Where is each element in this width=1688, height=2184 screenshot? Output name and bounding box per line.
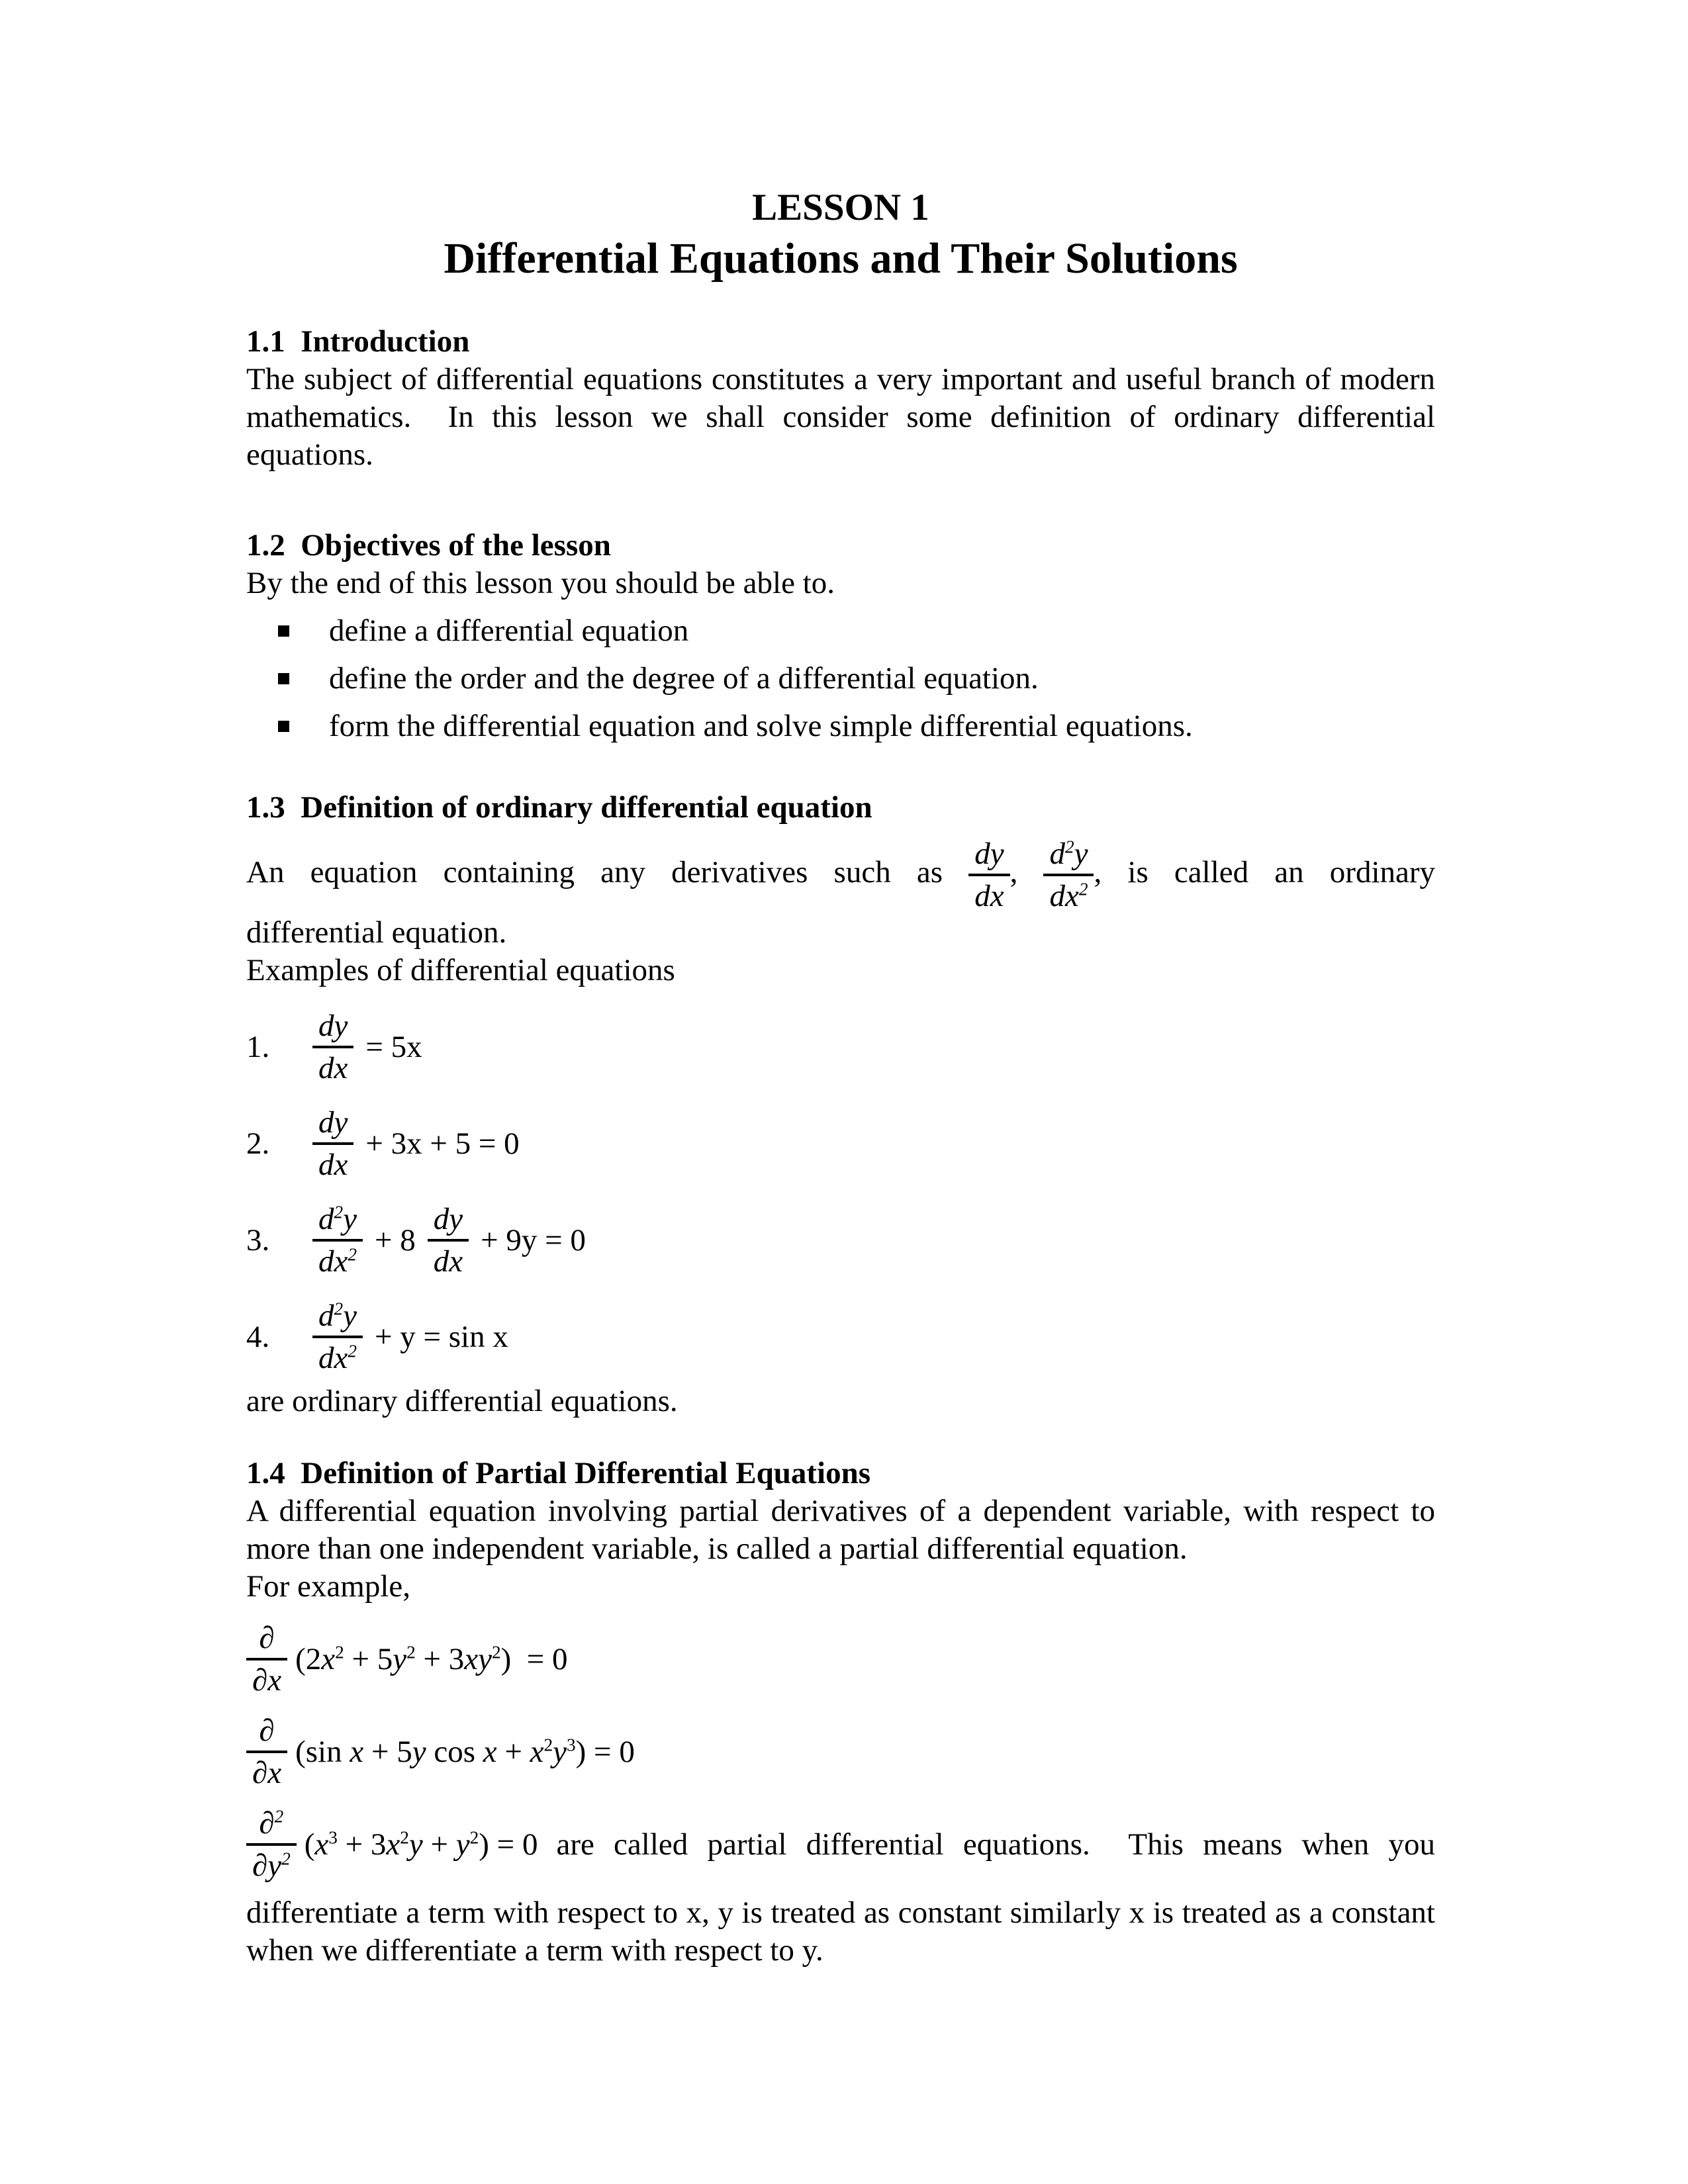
pde-equation-3 — [246, 1805, 1435, 1884]
ode-sentence-end: is called an ordinary — [1127, 854, 1436, 889]
fraction-denominator: dx — [974, 879, 1004, 913]
fraction-d2y-dx2 — [312, 1201, 363, 1279]
fraction-dy-dx — [312, 1105, 353, 1183]
equation-tail: = 5x — [365, 1029, 422, 1064]
ode-examples-list — [246, 1008, 1435, 1376]
fraction-partial-dx — [246, 1620, 287, 1698]
fraction-d2y-dx2 — [1043, 836, 1094, 914]
section-pde-definition — [246, 1455, 1435, 1970]
square-bullet-icon — [278, 721, 289, 732]
square-bullet-icon — [278, 625, 289, 637]
list-item — [246, 660, 1435, 698]
fraction-numerator: dy — [968, 836, 1009, 876]
heading-ode-definition: 1.3 Definition of ordinary differential equation — [246, 790, 872, 825]
for-example-label: For example, — [246, 1569, 410, 1604]
fraction-numerator: $d^2y$ — [312, 1201, 363, 1242]
ode-sentence-start: An equation containing any derivatives such as — [246, 854, 943, 889]
fraction-numerator: ∂ — [246, 1620, 287, 1661]
heading-introduction: 1.1 Introduction — [246, 324, 470, 359]
heading-pde-definition: 1.4 Definition of Partial Differential Equations — [246, 1456, 871, 1490]
equation-tail: + 9y = 0 — [481, 1222, 586, 1257]
fraction-partial2-dy2 — [246, 1805, 297, 1884]
ode-sentence-continuation: differential equation. — [246, 915, 507, 950]
examples-closing-line: are ordinary differential equations. — [246, 1384, 678, 1418]
fraction-numerator: dy — [312, 1008, 353, 1048]
equation-middle-term: + 8 — [375, 1222, 416, 1257]
closing-paragraph: differentiate a term with respect to x, y is treated as constant similarly x is treated as a constant when we differentiate a term with respect to y. — [246, 1895, 1435, 1968]
pde-definition-paragraph: A differential equation involving partial derivatives of a dependent variable, with respect to more than one independent variable, is called a partial differential equation. — [246, 1494, 1435, 1566]
fraction-numerator: ∂ — [246, 1713, 287, 1753]
fraction-dy-dx — [312, 1008, 353, 1086]
fraction-denominator: ∂x — [252, 1663, 282, 1698]
fraction-denominator: $dx^2$ — [1049, 879, 1088, 913]
pde-expression: $(x^3 + 3x^2y + y^2) = 0$ — [304, 1827, 538, 1862]
fraction-numerator: dy — [312, 1105, 353, 1145]
equation-3 — [246, 1201, 1435, 1279]
equation-4 — [246, 1298, 1435, 1376]
fraction-denominator: $dx^2$ — [318, 1341, 357, 1375]
examples-label: Examples of differential equations — [246, 953, 675, 987]
introduction-paragraph: The subject of differential equations constitutes a very important and useful branch of modern mathematics. In this lesson we shall consider some definition of ordinary differential equations. — [246, 362, 1435, 472]
fraction-denominator: dx — [318, 1051, 348, 1085]
equation-1 — [246, 1008, 1435, 1086]
objectives-list — [246, 612, 1435, 745]
ode-definition-sentence — [246, 836, 1435, 914]
equation-number: 4. — [246, 1319, 270, 1354]
fraction-denominator: dx — [433, 1244, 463, 1279]
page-content — [246, 187, 1435, 1970]
fraction-numerator: $d^2y$ — [1043, 836, 1094, 876]
square-bullet-icon — [278, 673, 289, 684]
fraction-denominator: ∂x — [252, 1756, 282, 1790]
pde-expression: (sin x + 5y $\cos x + x^2y^3) = 0$ — [295, 1734, 635, 1769]
heading-objectives: 1.2 Objectives of the lesson — [246, 528, 611, 563]
pde-equation-2 — [246, 1713, 1435, 1791]
equation-tail: + y = sin x — [375, 1319, 508, 1354]
lesson-number-title: LESSON 1 — [752, 187, 929, 228]
equation-number: 2. — [246, 1126, 270, 1161]
fraction-dy-dx — [428, 1201, 469, 1279]
fraction-numerator: ∂$^2$ — [246, 1805, 297, 1846]
fraction-numerator: $d^2y$ — [312, 1298, 363, 1338]
equation-number: 1. — [246, 1029, 270, 1064]
list-item — [246, 707, 1435, 745]
section-ode-definition — [246, 789, 1435, 1420]
fraction-denominator: $dx^2$ — [318, 1244, 357, 1279]
fraction-d2y-dx2 — [312, 1298, 363, 1376]
list-item-text: define the order and the degree of a differential equation. — [329, 661, 1039, 696]
comma: , — [1094, 854, 1102, 889]
fraction-denominator: dx — [318, 1148, 348, 1182]
equation-number: 3. — [246, 1222, 270, 1257]
list-item-text: form the differential equation and solve simple differential equations. — [329, 709, 1193, 743]
lesson-main-title: Differential Equations and Their Solutions — [444, 234, 1238, 283]
list-item-text: define a differential equation — [329, 614, 689, 648]
list-item — [246, 612, 1435, 650]
pde-equation-1 — [246, 1620, 1435, 1698]
fraction-partial-dx — [246, 1713, 287, 1791]
objectives-lead: By the end of this lesson you should be able to. — [246, 566, 835, 600]
equation-2 — [246, 1105, 1435, 1183]
pde-inline-sentence: are called partial differential equations. This means when you — [556, 1827, 1435, 1862]
comma: , — [1009, 854, 1018, 889]
fraction-numerator: dy — [428, 1201, 469, 1242]
pde-expression: $(2x^2 + 5y^2 + 3xy^2) = 0$ — [295, 1641, 568, 1676]
section-introduction — [246, 323, 1435, 474]
section-objectives — [246, 527, 1435, 745]
equation-tail: + 3x + 5 = 0 — [365, 1126, 520, 1161]
fraction-denominator: $\partial y^2$ — [252, 1848, 291, 1883]
fraction-dy-dx — [968, 836, 1009, 914]
